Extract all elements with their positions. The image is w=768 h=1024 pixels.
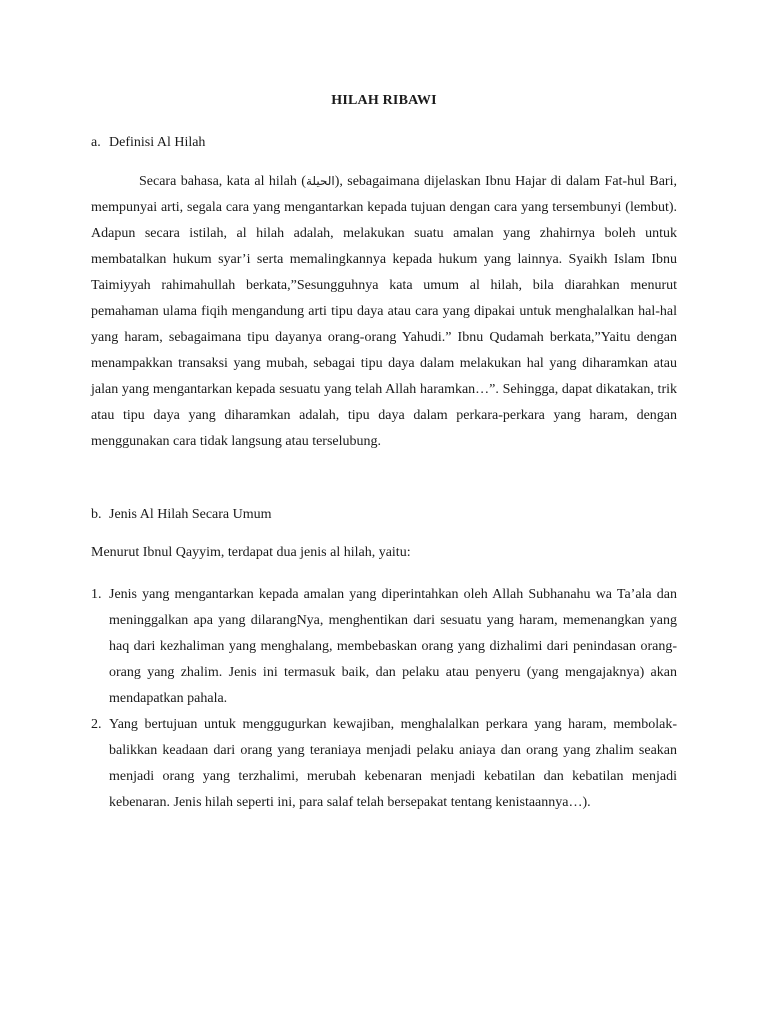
section-b-heading-text: Jenis Al Hilah Secara Umum [109,507,272,522]
section-b-lead: Menurut Ibnul Qayyim, terdapat dua jenis al hilah, yaitu: [91,545,411,560]
list-item-text: Yang bertujuan untuk menggugurkan kewajiban, menghalalkan perkara yang haram, membolak-balikkan keadaan dari orang yang teraniaya menjadi pelaku aniaya dan orang yang zhalim seakan menjadi orang yang terzhalimi, merubah kebenaran menjadi kebatilan dan kebatilan menjadi kebenaran. Jenis hilah seperti ini, para salaf telah bersepakat tentang kenistaannya…). [109,717,677,810]
list-item [91,582,677,712]
list-item-number: 2. [91,717,102,732]
section-a-heading-text: Definisi Al Hilah [109,135,206,150]
section-b-heading [91,507,272,523]
section-a-heading [91,135,205,151]
list-item-text: Jenis yang mengantarkan kepada amalan yang diperintahkan oleh Allah Subhanahu wa Ta’ala dan meninggalkan apa yang dilarangNya, menghentikan dari sesuatu yang haram, memenangkan yang haq dari kezhaliman yang menghalang, membebaskan orang yang dizhalimi dari penindasan orang-orang yang zhalim. Jenis ini termasuk baik, dan pelaku atau penyeru (yang mengajaknya) akan mendapatkan pahala. [109,587,677,706]
list-item [91,712,677,816]
document-title: HILAH RIBAWI [331,93,437,108]
section-b-letter: b. [91,507,102,522]
section-a-letter: a. [91,135,101,150]
arabic-term: الحيلة [305,174,335,188]
section-a-text-start: Secara bahasa, kata al hilah ( [139,174,306,189]
section-a-text-rest: ), sebagaimana dijelaskan Ibnu Hajar di dalam Fat-hul Bari, mempunyai arti, segala cara yang mengantarkan kepada tujuan dengan cara yang tersembunyi (lembut). Adapun secara istilah, al hilah adalah, melakukan suatu amalan yang zhahirnya boleh untuk membatalkan hukum syar’i serta memalingkannya kepada hukum yang lainnya. Syaikh Islam Ibnu Taimiyyah rahimahullah berkata,”Sesungguhnya kata umum al hilah, bila diarahkan menurut pemahaman ulama fiqih mengandung arti tipu daya atau cara yang dipakai untuk menghalalkan hal-hal yang haram, sebagaimana tipu dayanya orang-orang Yahudi.” Ibnu Qudamah berkata,”Yaitu dengan menampakkan transaksi yang mubah, sebagai tipu daya dalam melakukan hal yang diharamkan atau jalan yang mengantarkan kepada sesuatu yang telah Allah haramkan…”. Sehingga, dapat dikatakan, trik atau tipu daya yang diharamkan adalah, tipu daya dalam perkara-perkara yang haram, dengan menggunakan cara tidak langsung atau terselubung. [91,174,677,449]
list-item-number: 1. [91,587,102,602]
section-a-paragraph [91,168,677,455]
